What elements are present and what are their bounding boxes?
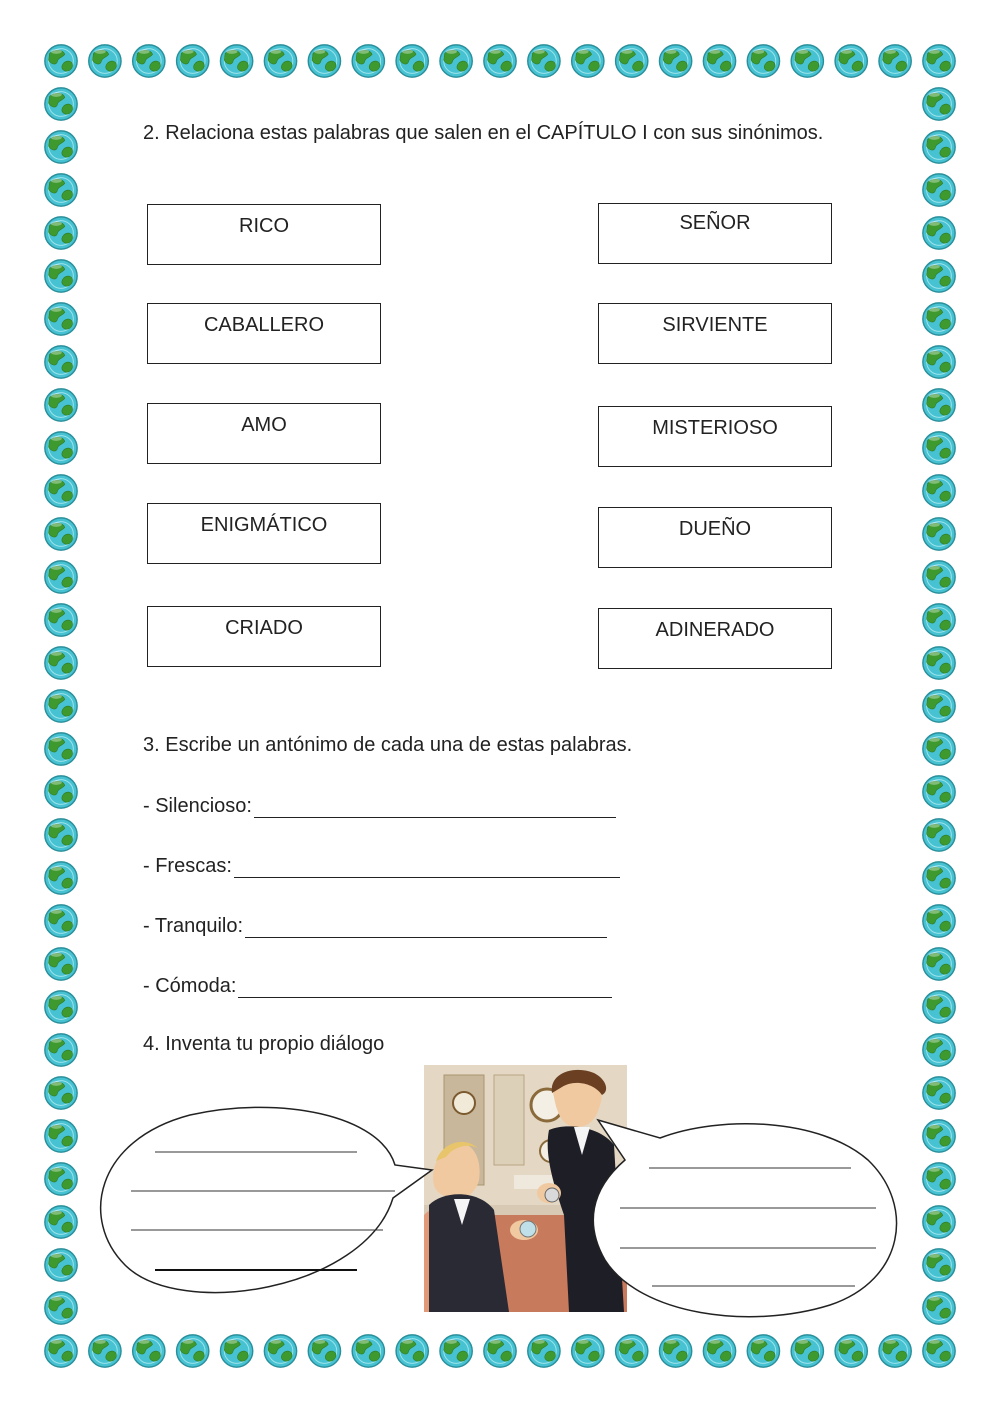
word-box-left-1: RICO <box>147 204 381 265</box>
word-box-left-5: CRIADO <box>147 606 381 667</box>
word-box-right-5: ADINERADO <box>598 608 832 669</box>
antonym-label: - Tranquilo: <box>143 915 244 937</box>
section-4-title: 4. Inventa tu propio diálogo <box>143 1033 385 1055</box>
antonym-label: - Cómoda: <box>143 975 237 997</box>
speech-bubble-right <box>593 1120 896 1317</box>
word-box-left-3: AMO <box>147 403 381 464</box>
antonym-label: - Frescas: <box>143 855 232 877</box>
word-box-right-4: DUEÑO <box>598 507 832 568</box>
section-2-title: 2. Relaciona estas palabras que salen en el CAPÍTULO I con sus sinónimos. <box>143 122 824 144</box>
word-box-right-3: MISTERIOSO <box>598 406 832 467</box>
word-box-right-2: SIRVIENTE <box>598 303 832 364</box>
antonym-label: - Silencioso: <box>143 795 252 817</box>
section-3-title: 3. Escribe un antónimo de cada una de estas palabras. <box>143 734 633 756</box>
word-box-left-4: ENIGMÁTICO <box>147 503 381 564</box>
word-box-right-1: SEÑOR <box>598 203 832 264</box>
word-box-left-2: CABALLERO <box>147 303 381 364</box>
speech-bubble-left <box>101 1107 432 1292</box>
